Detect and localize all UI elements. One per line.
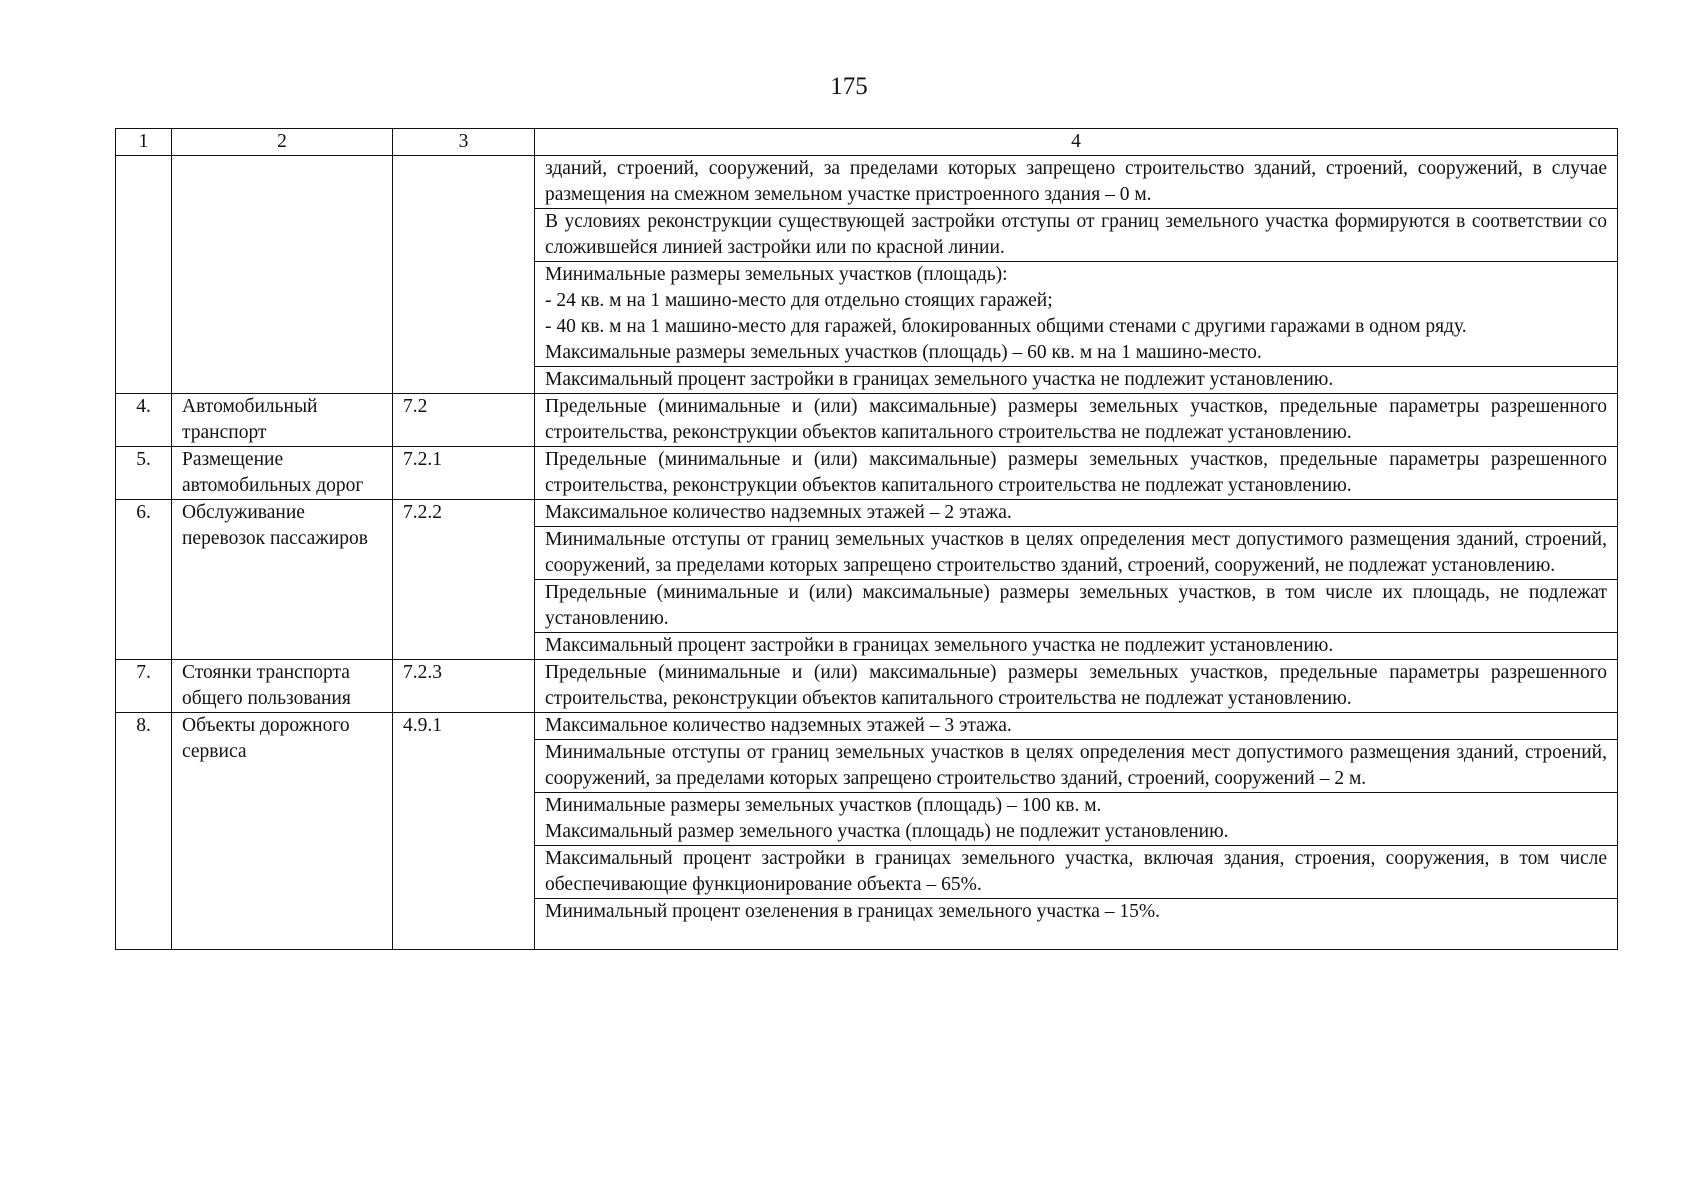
regulation-cell — [535, 527, 1618, 580]
regulations-table — [115, 128, 1618, 950]
regulation-text: Минимальные размеры земельных участков (площадь) – 100 кв. м. — [545, 795, 1102, 816]
row-number — [116, 156, 172, 394]
row-name — [172, 156, 393, 394]
row-name: Обслуживание перевозок пассажиров — [172, 500, 393, 660]
regulation-cell — [535, 209, 1618, 262]
regulation-text: Минимальный процент озеленения в границах земельного участка – 15%. — [545, 901, 1161, 922]
regulation-text: - 24 кв. м на 1 машино-место для отдельно стоящих гаражей; — [545, 290, 1053, 311]
regulation-text: Минимальные размеры земельных участков (площадь): — [545, 264, 1008, 285]
header-cell: 3 — [393, 129, 535, 156]
regulation-cell — [535, 394, 1618, 447]
regulation-cell — [535, 793, 1618, 846]
row-name: Стоянки транспорта общего пользования — [172, 660, 393, 713]
regulation-text: Предельные (минимальные и (или) максимальные) размеры земельных участков, предельные параметры разрешенного строительства, реконструкции объектов капитального строительства не подлежат установлению. — [545, 662, 1607, 709]
row-name: Объекты дорожного сервиса — [172, 713, 393, 950]
row-number: 4. — [116, 394, 172, 447]
regulation-text: Максимальный процент застройки в границах земельного участка не подлежит установлению. — [545, 635, 1334, 656]
regulation-text: Предельные (минимальные и (или) максимальные) размеры земельных участков, в том числе их площадь, не подлежат установлению. — [545, 582, 1607, 629]
table-row — [116, 713, 1618, 740]
row-code: 7.2 — [393, 394, 535, 447]
regulation-cell — [535, 367, 1618, 394]
regulation-cell — [535, 660, 1618, 713]
regulation-text: Максимальные размеры земельных участков (площадь) – 60 кв. м на 1 машино-место. — [545, 342, 1262, 363]
row-name: Автомобильный транспорт — [172, 394, 393, 447]
regulation-cell — [535, 633, 1618, 660]
regulation-text: Максимальный процент застройки в границах земельного участка, включая здания, строения, сооружения, в том числе обеспечивающие функционирование объекта – 65%. — [545, 848, 1607, 895]
row-code — [393, 156, 535, 394]
row-code: 7.2.3 — [393, 660, 535, 713]
table-body — [116, 129, 1618, 950]
header-cell: 1 — [116, 129, 172, 156]
table-header-row — [116, 129, 1618, 156]
regulation-text: Максимальное количество надземных этажей – 2 этажа. — [545, 502, 1012, 523]
regulation-cell — [535, 580, 1618, 633]
regulation-text: Минимальные отступы от границ земельных участков в целях определения мест допустимого размещения зданий, строений, сооружений, за пределами которых запрещено строительство зданий, строений, сооружений, не подлежат установлению. — [545, 529, 1607, 576]
row-name: Размещение автомобильных дорог — [172, 447, 393, 500]
row-number: 6. — [116, 500, 172, 660]
regulation-text: Минимальные отступы от границ земельных участков в целях определения мест допустимого размещения зданий, строений, сооружений, за пределами которых запрещено строительство зданий, строений, сооружений – 2 м. — [545, 742, 1607, 789]
regulation-cell — [535, 899, 1618, 950]
regulation-text: - 40 кв. м на 1 машино-место для гаражей, блокированных общими стенами с другими гаражами в одном ряду. — [545, 316, 1467, 337]
header-cell: 2 — [172, 129, 393, 156]
row-code: 7.2.1 — [393, 447, 535, 500]
row-number: 7. — [116, 660, 172, 713]
regulation-text: Предельные (минимальные и (или) максимальные) размеры земельных участков, предельные параметры разрешенного строительства, реконструкции объектов капитального строительства не подлежат установлению. — [545, 449, 1607, 496]
table-row — [116, 660, 1618, 713]
regulation-cell — [535, 156, 1618, 209]
regulation-text: Предельные (минимальные и (или) максимальные) размеры земельных участков, предельные параметры разрешенного строительства, реконструкции объектов капитального строительства не подлежат установлению. — [545, 396, 1607, 443]
row-number: 8. — [116, 713, 172, 950]
table-row — [116, 394, 1618, 447]
header-cell: 4 — [535, 129, 1618, 156]
table-row — [116, 447, 1618, 500]
regulation-text: Максимальный процент застройки в границах земельного участка не подлежит установлению. — [545, 369, 1334, 390]
regulation-cell — [535, 846, 1618, 899]
regulation-text: Максимальное количество надземных этажей – 3 этажа. — [545, 715, 1012, 736]
regulation-text: зданий, строений, сооружений, за пределами которых запрещено строительство зданий, строений, сооружений, в случае размещения на смежном земельном участке пристроенного здания – 0 м. — [545, 158, 1607, 205]
page-number: 175 — [830, 73, 868, 100]
regulation-cell — [535, 500, 1618, 527]
table-row — [116, 500, 1618, 527]
regulation-cell — [535, 262, 1618, 367]
row-code: 4.9.1 — [393, 713, 535, 950]
table-row — [116, 156, 1618, 209]
regulation-cell — [535, 740, 1618, 793]
row-number: 5. — [116, 447, 172, 500]
regulation-text: Максимальный размер земельного участка (площадь) не подлежит установлению. — [545, 821, 1229, 842]
row-code: 7.2.2 — [393, 500, 535, 660]
regulation-cell — [535, 447, 1618, 500]
regulation-cell — [535, 713, 1618, 740]
regulation-text: В условиях реконструкции существующей застройки отступы от границ земельного участка формируются в соответствии со сложившейся линией застройки или по красной линии. — [545, 211, 1607, 258]
